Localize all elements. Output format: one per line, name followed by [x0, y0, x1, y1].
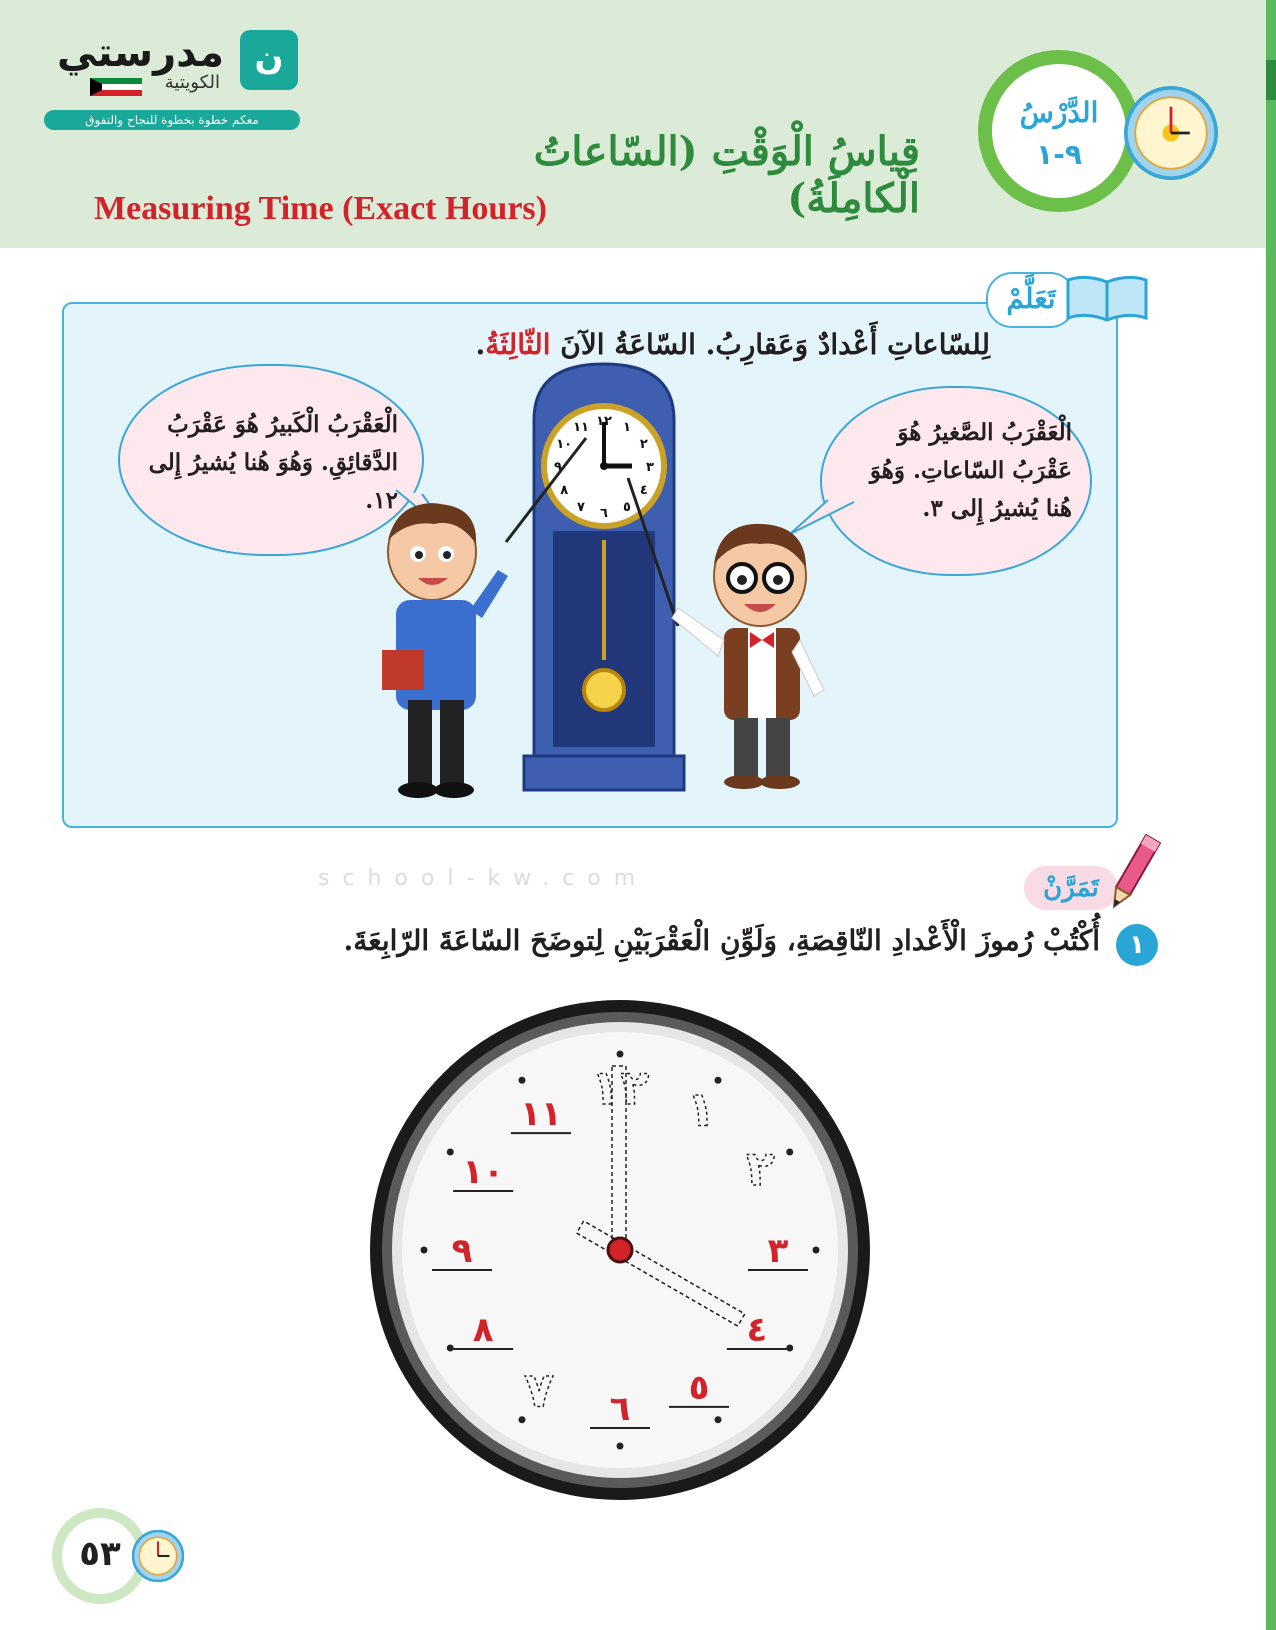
red-numeral: ١٠: [462, 1152, 504, 1192]
grandfather-numeral: ١: [623, 420, 631, 436]
grandfather-numeral: ١٢: [596, 414, 612, 429]
watermark-text: school-kw.com: [318, 866, 649, 891]
dotted-numeral: ٢: [745, 1141, 775, 1197]
hour-dot: [421, 1247, 428, 1254]
boy-with-glasses-illustration: [664, 520, 844, 790]
exercise-tag: تَمَرَّنْ: [1024, 866, 1118, 910]
grandfather-numeral: ٣: [646, 460, 654, 475]
madrasati-logo: [44, 30, 304, 134]
grandfather-numeral: ١٠: [556, 437, 573, 452]
hour-dot: [813, 1247, 820, 1254]
logo-subtitle: الكويتية: [164, 72, 220, 93]
learn-sentence-suffix: .: [475, 328, 486, 361]
bubble-right-text: الْعَقْرَبُ الصَّغيرُ هُوَ عَقْرَبُ السّاعاتِ. وَهُوَ هُنا يُشيرُ إِلى ٣.: [869, 419, 1072, 522]
logo-mark-icon: ن: [240, 30, 298, 90]
grandfather-numeral: ٨: [560, 483, 569, 498]
grandfather-numeral: ١١: [573, 420, 589, 436]
hour-dot: [447, 1345, 454, 1352]
hour-dot: [786, 1345, 793, 1352]
hour-dot: [519, 1077, 526, 1084]
question-text: أُكْتُبْ رُموزَ الْأَعْدادِ النّاقِصَةِ، وَلَوِّنِ الْعَقْرَبَيْنِ لِتوضَحَ السّاعَةَ الرّابِعَةَ.: [343, 924, 1100, 957]
dotted-numeral: ١: [686, 1081, 716, 1138]
bubble-left-text: الْعَقْرَبُ الْكَبيرُ هُوَ عَقْرَبُ الدَّقائِقِ. وَهُوَ هُنا يُشيرُ إِلى ١٢.: [148, 411, 398, 514]
red-numeral: ٥: [688, 1367, 710, 1408]
red-numeral: ٩: [451, 1231, 473, 1271]
grandfather-numeral: ٢: [639, 437, 648, 452]
hour-dot: [447, 1149, 454, 1156]
logo-name: مدرستي: [56, 30, 224, 76]
pencil-icon: [1106, 830, 1162, 914]
question-number: ١: [1116, 924, 1158, 966]
grandfather-numeral: ٧: [577, 499, 585, 515]
learn-sentence-highlight: الثّالِثَةُ: [485, 328, 551, 361]
grandfather-numeral: ٦: [600, 506, 608, 521]
clock-icon: [1124, 86, 1218, 180]
grandfather-numeral: ٤: [639, 483, 648, 498]
lesson-title-english: Measuring Time (Exact Hours): [94, 190, 547, 227]
dotted-numeral: ١٢: [590, 1060, 650, 1116]
red-numeral: ٨: [472, 1310, 494, 1350]
page-edge-tab: [1266, 60, 1276, 100]
learn-sentence: [300, 328, 990, 361]
red-numeral: ١١: [520, 1094, 562, 1135]
small-clock-icon: [132, 1530, 184, 1582]
lesson-label: الدَّرْسُ: [1019, 96, 1099, 129]
learn-tab-label: تَعَلَّمْ: [986, 272, 1076, 328]
grandfather-numeral: ٩: [554, 460, 562, 475]
hour-dot: [715, 1416, 722, 1423]
open-book-icon: [1066, 272, 1148, 322]
hour-dot: [786, 1149, 793, 1156]
kuwait-flag-icon: [90, 78, 142, 96]
lesson-badge: [978, 50, 1140, 212]
red-numeral: ٤: [746, 1310, 768, 1350]
learn-sentence-prefix: لِلسّاعاتِ أَعْدادٌ وَعَقارِبُ. السّاعَةُ الآنَ: [550, 328, 990, 361]
hour-dot: [617, 1051, 624, 1058]
grandfather-numeral: ٥: [623, 499, 631, 515]
boy-with-books-illustration: [378, 500, 518, 800]
exercise-clock: [366, 996, 874, 1504]
lesson-number: ٩-١: [1036, 138, 1082, 171]
dotted-numeral: ٧: [524, 1362, 554, 1419]
hour-dot: [617, 1443, 624, 1450]
page-edge-bar: [1266, 0, 1276, 1630]
red-numeral: ٣: [767, 1231, 789, 1271]
lesson-title-arabic: قِياسُ الْوَقْتِ (السّاعاتُ الْكامِلَةُ): [533, 128, 920, 222]
logo-tagline: معكم خطوة بخطوة للنجاح والتفوق: [44, 110, 300, 130]
page-number: ٥٣: [79, 1534, 121, 1574]
red-numeral: ٦: [609, 1389, 631, 1429]
